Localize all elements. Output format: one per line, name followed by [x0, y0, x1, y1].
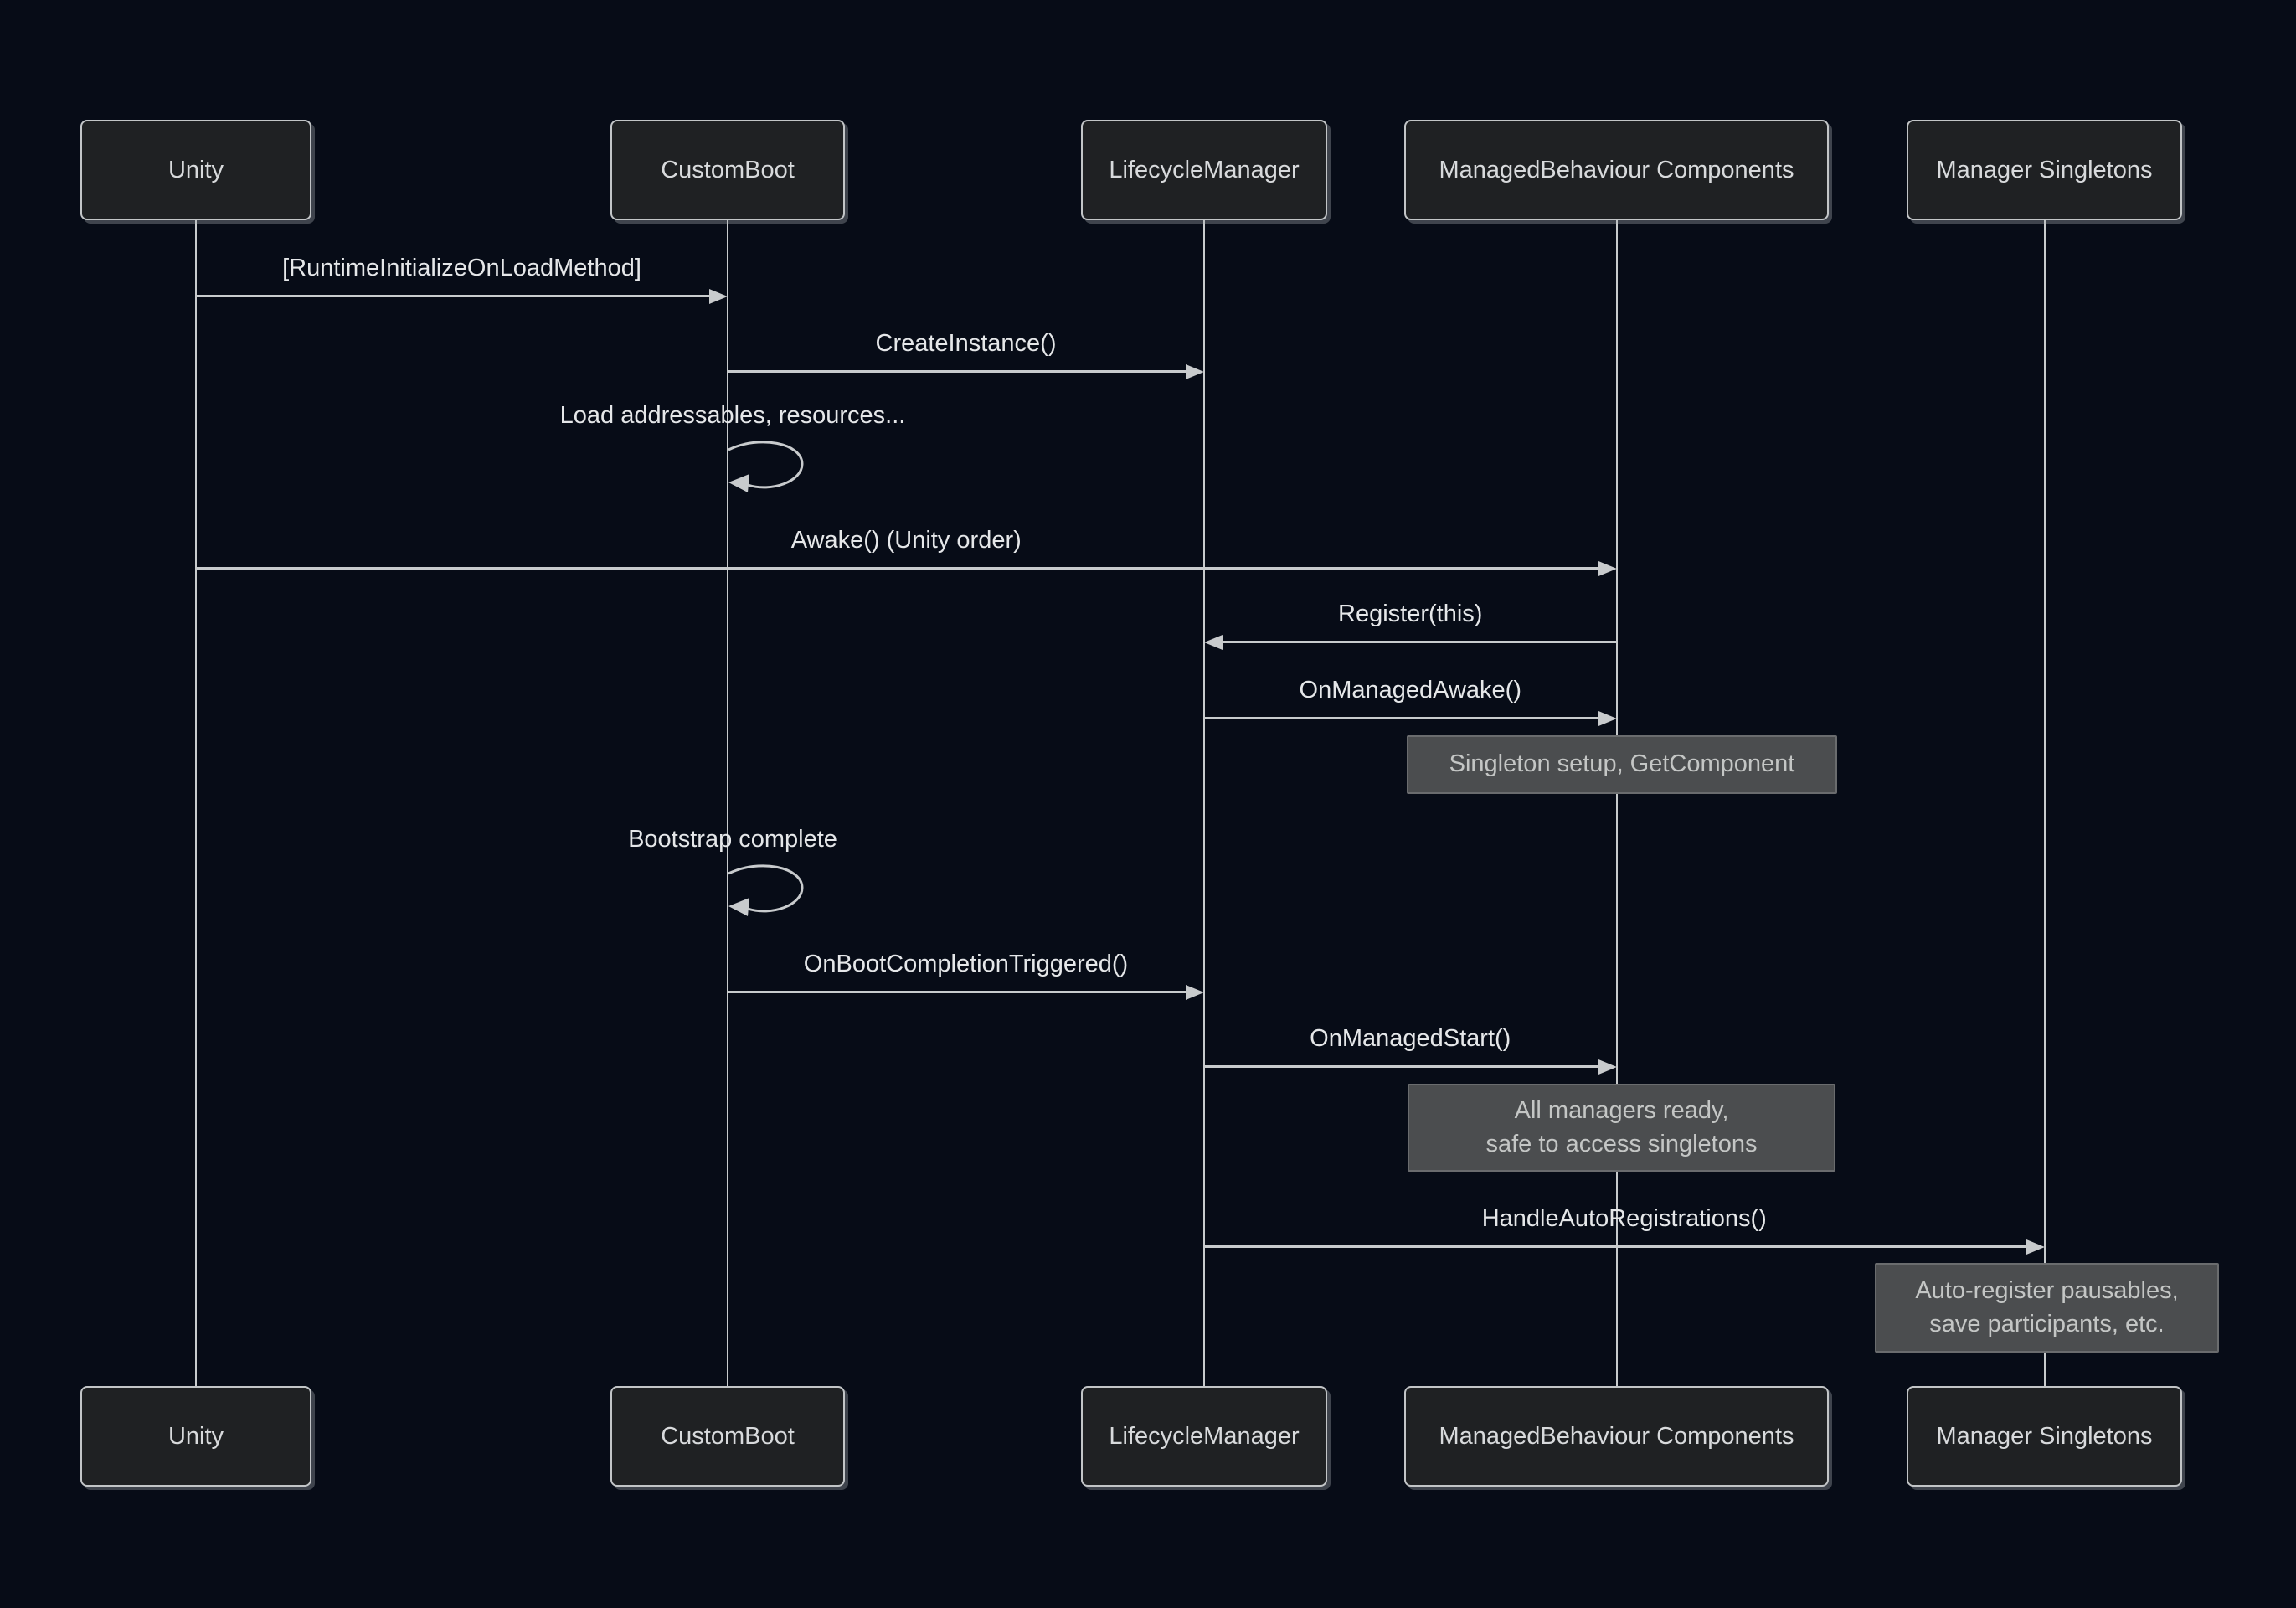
message-label: OnManagedAwake(): [1299, 676, 1521, 704]
note-line: Singleton setup, GetComponent: [1449, 750, 1795, 778]
arrowhead-icon: [1186, 364, 1204, 379]
arrowhead-icon: [1598, 711, 1617, 726]
arrowhead-icon: [2026, 1240, 2045, 1255]
participant-box-top-managedbehaviour: [1404, 120, 1829, 220]
lifeline-managersingletons: [2044, 220, 2046, 1387]
message-line: [1204, 1065, 1600, 1068]
participant-box-bottom-managersingletons: [1907, 1386, 2182, 1487]
arrowhead-icon: [1204, 635, 1223, 650]
participant-label: ManagedBehaviour Components: [1439, 1422, 1794, 1450]
participant-box-bottom-unity: [80, 1386, 311, 1487]
message-line: [728, 370, 1187, 373]
participant-box-bottom-customboot: [610, 1386, 845, 1487]
self-loop-arrow: [728, 441, 811, 494]
note-1: [1407, 735, 1837, 794]
message-line: [1221, 641, 1617, 643]
message-label: [RuntimeInitializeOnLoadMethod]: [282, 254, 641, 281]
message-label: Bootstrap complete: [628, 825, 837, 853]
arrowhead-icon: [1186, 985, 1204, 1000]
message-label: Awake() (Unity order): [790, 526, 1022, 554]
lifeline-lifecyclemanager: [1203, 220, 1205, 1387]
message-label: Register(this): [1338, 600, 1483, 627]
message-label: Load addressables, resources...: [559, 401, 906, 429]
message-label: CreateInstance(): [875, 329, 1057, 357]
participant-label: CustomBoot: [661, 156, 795, 183]
message-label: OnBootCompletionTriggered(): [803, 950, 1129, 977]
participant-label: LifecycleManager: [1109, 156, 1300, 183]
message-line: [728, 991, 1187, 993]
participant-box-top-customboot: [610, 120, 845, 220]
participant-label: ManagedBehaviour Components: [1439, 156, 1794, 183]
arrowhead-icon: [1598, 1059, 1617, 1075]
message-label: OnManagedStart(): [1310, 1024, 1511, 1052]
participant-box-top-managersingletons: [1907, 120, 2182, 220]
note-line: save participants, etc.: [1929, 1310, 2165, 1337]
participant-box-top-unity: [80, 120, 311, 220]
participant-box-bottom-lifecyclemanager: [1081, 1386, 1327, 1487]
arrowhead-icon: [709, 289, 728, 304]
arrowhead-icon: [1598, 561, 1617, 576]
self-loop-arrow: [728, 864, 811, 918]
participant-label: LifecycleManager: [1109, 1422, 1300, 1450]
participant-label: Manager Singletons: [1936, 156, 2153, 183]
participant-box-bottom-managedbehaviour: [1404, 1386, 1829, 1487]
lifeline-customboot: [727, 220, 728, 1387]
message-line: [196, 295, 711, 297]
participant-label: Unity: [167, 156, 224, 183]
participant-box-top-lifecyclemanager: [1081, 120, 1327, 220]
note-line: safe to access singletons: [1485, 1130, 1758, 1157]
message-line: [196, 567, 1600, 570]
participant-label: Manager Singletons: [1936, 1422, 2153, 1450]
message-line: [1204, 717, 1600, 719]
participant-label: Unity: [167, 1422, 224, 1450]
note-2: [1408, 1084, 1835, 1172]
note-line: All managers ready,: [1514, 1097, 1729, 1125]
note-3: [1875, 1263, 2219, 1353]
message-line: [1204, 1245, 2028, 1248]
lifeline-unity: [195, 220, 197, 1387]
note-line: Auto-register pausables,: [1915, 1277, 2179, 1305]
message-label: HandleAutoRegistrations(): [1481, 1204, 1767, 1232]
participant-label: CustomBoot: [661, 1422, 795, 1450]
